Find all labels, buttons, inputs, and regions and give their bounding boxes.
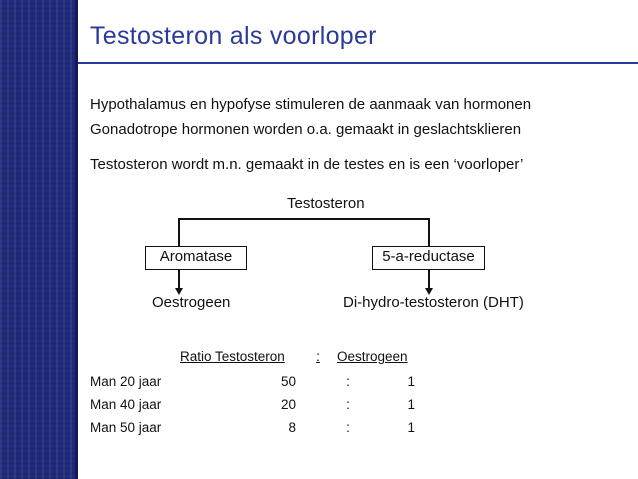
header-oestrogeen: Oestrogeen bbox=[337, 349, 408, 364]
row-testosteron-value: 8 bbox=[288, 420, 296, 435]
text-line-2: Gonadotrope hormonen worden o.a. gemaakt in geslachtsklieren bbox=[90, 121, 522, 138]
row-label: Man 50 jaar bbox=[90, 420, 162, 435]
aromatase-box: Aromatase bbox=[145, 246, 247, 270]
row-oestrogeen-value: 1 bbox=[407, 374, 415, 389]
left-arrow-line bbox=[178, 270, 180, 290]
diagram-root-testosteron: Testosteron bbox=[287, 195, 365, 212]
row-oestrogeen-value: 1 bbox=[407, 420, 415, 435]
title-underline bbox=[78, 62, 638, 64]
diagram-horizontal-line bbox=[178, 218, 429, 220]
text-line-1: Hypothalamus en hypofyse stimuleren de aanmaak van hormonen bbox=[90, 96, 532, 113]
decorative-sidebar bbox=[0, 0, 78, 479]
product-oestrogeen: Oestrogeen bbox=[152, 294, 231, 311]
diagram-right-branch bbox=[428, 218, 430, 246]
product-dht: Di-hydro-testosteron (DHT) bbox=[343, 294, 524, 311]
row-label: Man 40 jaar bbox=[90, 397, 162, 412]
row-separator: : bbox=[346, 420, 350, 435]
row-oestrogeen-value: 1 bbox=[407, 397, 415, 412]
slide-title: Testosteron als voorloper bbox=[90, 22, 377, 50]
right-arrow-line bbox=[428, 270, 430, 290]
header-ratio-testosteron: Ratio Testosteron bbox=[180, 349, 285, 364]
row-label: Man 20 jaar bbox=[90, 374, 162, 389]
text-line-3: Testosteron wordt m.n. gemaakt in de testes en is een ‘voorloper’ bbox=[90, 156, 524, 173]
reductase-box: 5-a-reductase bbox=[372, 246, 485, 270]
row-testosteron-value: 20 bbox=[280, 397, 296, 412]
row-separator: : bbox=[346, 374, 350, 389]
diagram-left-branch bbox=[178, 218, 180, 246]
row-separator: : bbox=[346, 397, 350, 412]
header-separator: : bbox=[316, 349, 320, 364]
row-testosteron-value: 50 bbox=[280, 374, 296, 389]
